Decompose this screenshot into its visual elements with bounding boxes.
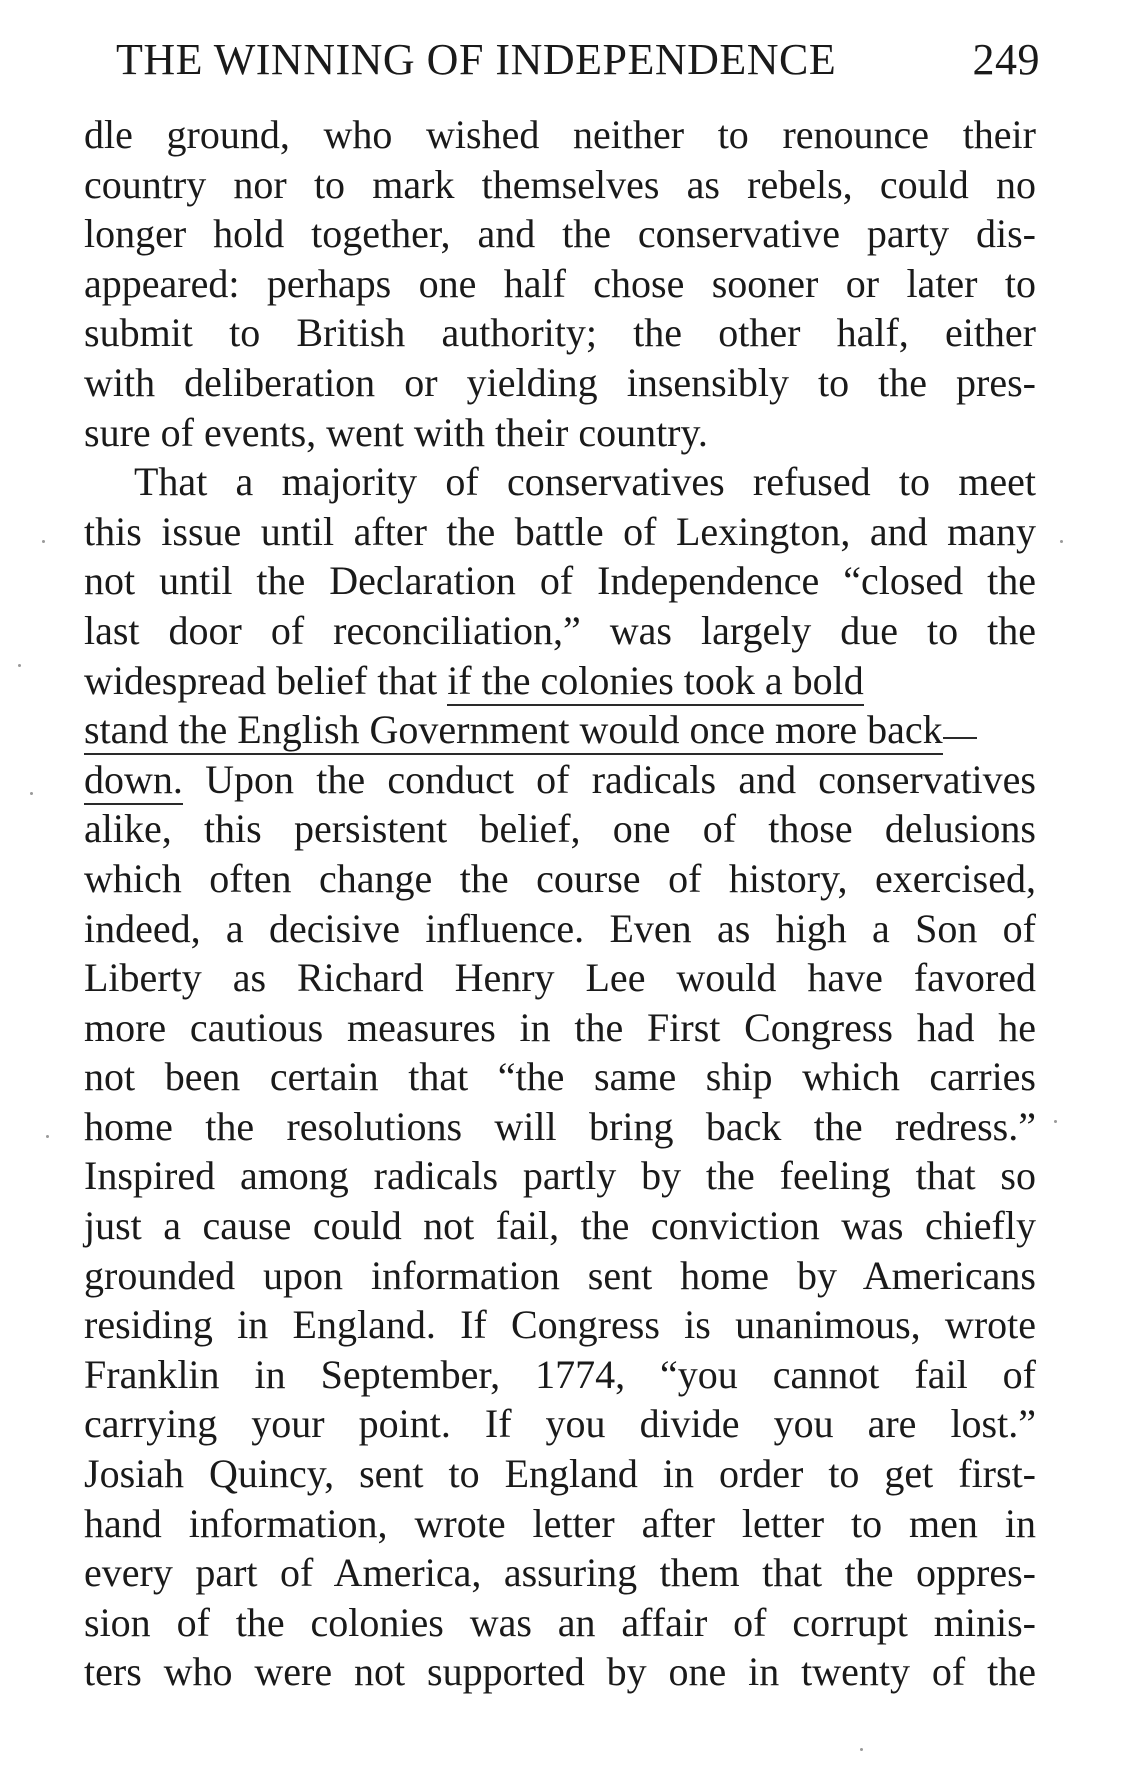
text-line: hand information, wrote letter after letter to men in (84, 1500, 1036, 1546)
text-line: Inspired among radicals partly by the feeling that so (84, 1153, 1036, 1199)
text-line: this issue until after the battle of Lexington, and many (84, 508, 1036, 554)
text-line: sion of the colonies was an affair of corrupt minis- (84, 1599, 1036, 1645)
text-line: which often change the course of history, exercised, (84, 855, 1036, 901)
text-line-with-underline (84, 755, 1036, 805)
scan-speck (18, 664, 21, 667)
scan-speck (1054, 1120, 1057, 1123)
text-line: grounded upon information sent home by Americans (84, 1252, 1036, 1298)
scan-speck (860, 1748, 863, 1751)
text-line: residing in England. If Congress is unanimous, wrote (84, 1302, 1036, 1348)
paragraph-start-line: That a majority of conservatives refused to meet (134, 459, 1036, 505)
text-line: alike, this persistent belief, one of those delusions (84, 806, 1036, 852)
text-line: indeed, a decisive influence. Even as high a Son of (84, 905, 1036, 951)
underlined-text: stand the English Government would once more back (84, 707, 943, 755)
text-line: with deliberation or yielding insensibly to the pres- (84, 359, 1036, 405)
text-segment: Upon the conduct of radicals and conservatives (182, 756, 1036, 802)
text-line: more cautious measures in the First Congress had he (84, 1004, 1036, 1050)
text-line: not been certain that “the same ship which carries (84, 1054, 1036, 1100)
text-line: Liberty as Richard Henry Lee would have favored (84, 955, 1036, 1001)
text-line: dle ground, who wished neither to renounce their (84, 112, 1036, 157)
text-line: carrying your point. If you divide you are lost.” (84, 1401, 1036, 1447)
text-line: every part of America, assuring them that the oppres- (84, 1550, 1036, 1596)
text-line: submit to British authority; the other half, either (84, 310, 1036, 356)
text-line-with-underline (84, 705, 1036, 755)
scan-speck (1060, 540, 1063, 543)
text-line: not until the Declaration of Independence “closed the (84, 558, 1036, 604)
text-line: last door of reconciliation,” was largely due to the (84, 607, 1036, 653)
scan-speck (46, 1135, 49, 1138)
text-line: home the resolutions will bring back the redress.” (84, 1103, 1036, 1149)
underlined-text: down. (84, 757, 183, 805)
text-segment: widespread belief that (84, 657, 438, 703)
text-line: Franklin in September, 1774, “you cannot fail of (84, 1351, 1036, 1397)
scan-speck (42, 540, 45, 543)
text-line: Josiah Quincy, sent to England in order to get first- (84, 1451, 1036, 1497)
underlined-text: if the colonies took a bold (447, 658, 864, 706)
text-line: appeared: perhaps one half chose sooner or later to (84, 260, 1036, 306)
text-line-with-underline (84, 656, 1036, 706)
text-line: country nor to mark themselves as rebels, could no (84, 161, 1036, 207)
text-line: just a cause could not fail, the conviction was chiefly (84, 1203, 1036, 1249)
text-line: longer hold together, and the conservative party dis- (84, 211, 1036, 257)
margin-underline-mark (943, 737, 977, 739)
running-head (112, 30, 1040, 90)
running-title: THE WINNING OF INDEPENDENCE (116, 35, 837, 84)
text-line: ters who were not supported by one in twenty of the (84, 1649, 1036, 1695)
body-text (84, 110, 1036, 1697)
page-number: 249 (972, 35, 1040, 84)
scan-speck (30, 792, 33, 795)
text-line: sure of events, went with their country. (84, 409, 708, 455)
